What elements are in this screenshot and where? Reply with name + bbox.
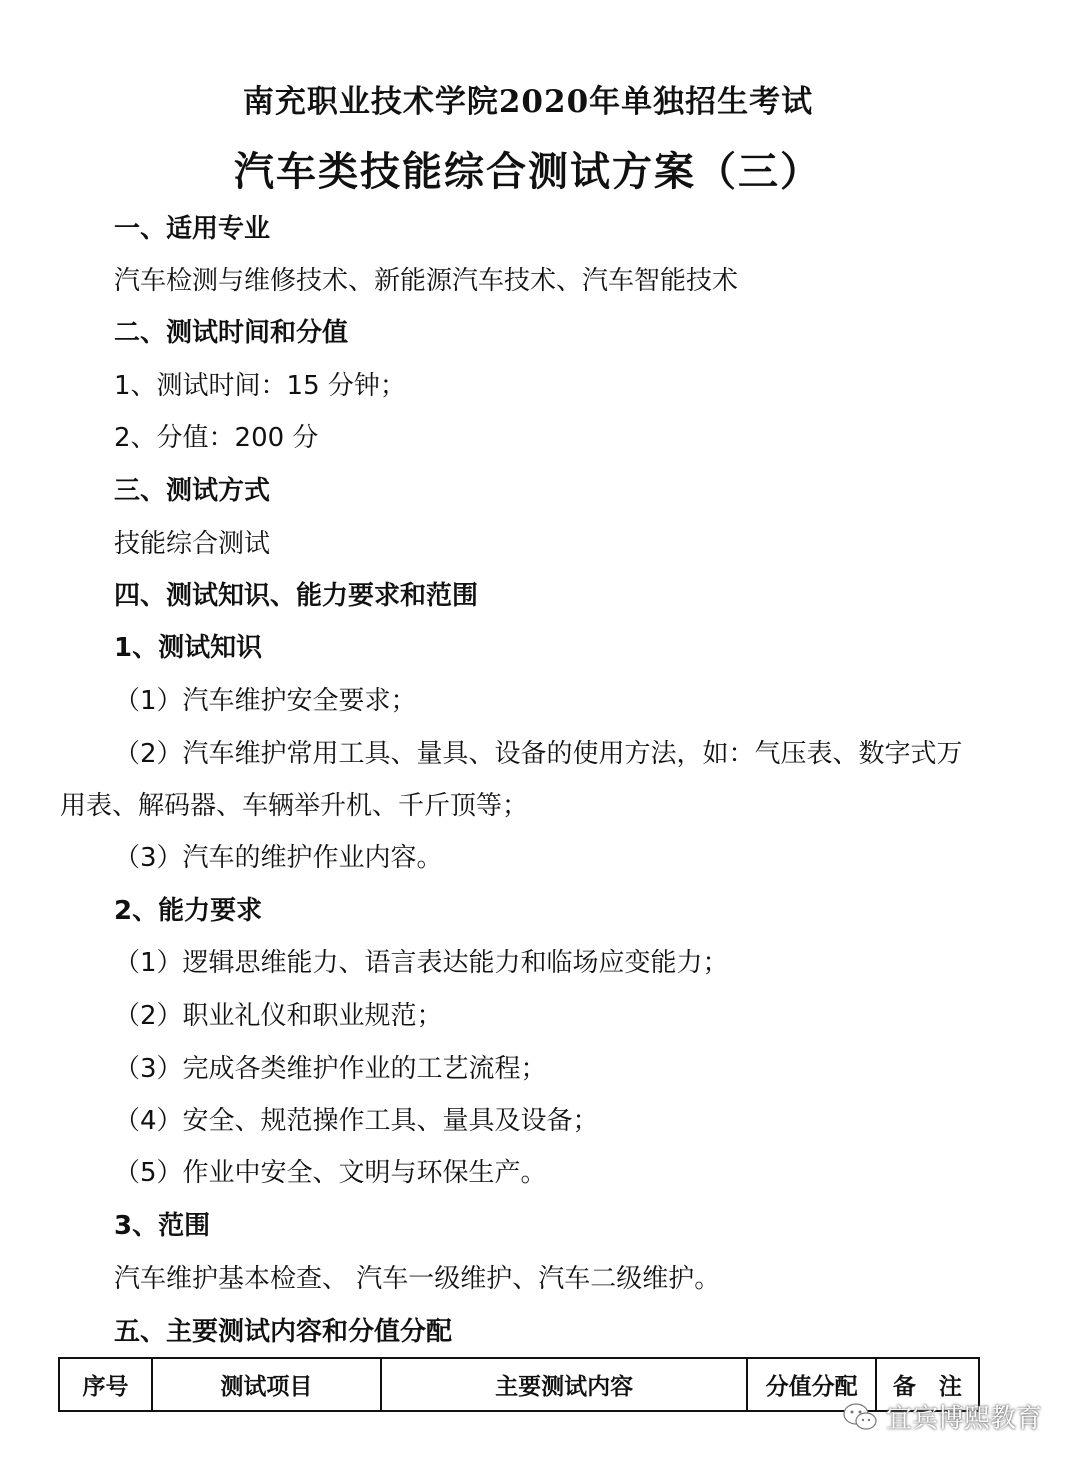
section-4-sub-2-item-4: （4）安全、规范操作工具、量具及设备； [114,1106,599,1136]
watermark [842,1398,1042,1435]
section-4-sub-3-text: 汽车维护基本检查、 汽车一级维护、汽车二级维护。 [114,1264,721,1294]
section-4-sub-2: 2、能力要求 [114,896,263,926]
watermark-text: 宜宾博熙教育 [886,1404,1043,1434]
section-5-heading: 五、主要测试内容和分值分配 [114,1317,453,1347]
section-4-sub-2-item-1: （1）逻辑思维能力、语言表达能力和临场应变能力； [114,948,729,978]
section-4-sub-1-item-1: （1）汽车维护安全要求； [114,686,417,716]
section-3-text: 技能综合测试 [114,529,271,559]
section-4-sub-2-item-3: （3）完成各类维护作业的工艺流程； [114,1054,547,1084]
section-2-item-1: 1、测试时间：15 分钟； [114,371,406,401]
section-4-sub-2-item-5: （5）作业中安全、文明与环保生产。 [114,1158,547,1188]
section-4-heading: 四、测试知识、能力要求和范围 [114,581,479,611]
section-3-heading: 三、测试方式 [114,476,271,506]
document-subtitle: 汽车类技能综合测试方案（三） [234,148,822,195]
section-4-sub-1-item-2-cont: 用表、解码器、车辆举升机、千斤顶等； [60,791,529,821]
section-4-sub-1: 1、测试知识 [114,633,263,663]
section-4-sub-1-item-3: （3）汽车的维护作业内容。 [114,843,443,873]
section-2-heading: 二、测试时间和分值 [114,318,349,348]
table-header-cell: 备 注 [876,1358,979,1411]
table-header-cell: 测试项目 [152,1358,381,1411]
table-header-row [59,1358,979,1411]
table-header-cell: 分值分配 [747,1358,875,1411]
table-header-cell: 主要测试内容 [381,1358,748,1411]
table-header-cell: 序号 [59,1358,152,1411]
section-4-sub-3: 3、范围 [114,1211,211,1241]
section-1-text: 汽车检测与维修技术、新能源汽车技术、汽车智能技术 [114,266,739,296]
section-2-item-2: 2、分值：200 分 [114,423,319,453]
document-title: 南充职业技术学院2020年单独招生考试 [242,84,814,120]
wechat-icon [842,1402,878,1432]
section-4-sub-1-item-2: （2）汽车维护常用工具、量具、设备的使用方法，如：气压表、数字式万 [114,739,963,769]
section-1-heading: 一、适用专业 [114,214,271,244]
section-4-sub-2-item-2: （2）职业礼仪和职业规范； [114,1001,443,1031]
